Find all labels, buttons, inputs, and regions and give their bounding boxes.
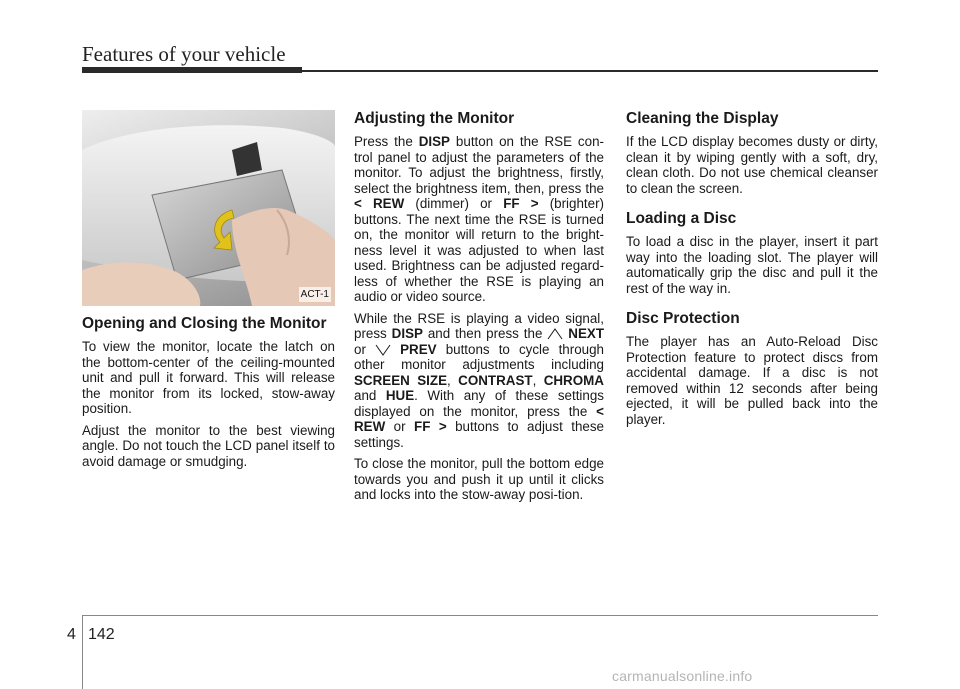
page-header-title: Features of your vehicle bbox=[82, 42, 286, 66]
loading-paragraph: To load a disc in the player, insert it part way into the loading slot. The player will automatically grip the disc and pull it the rest of the way in. bbox=[626, 234, 878, 296]
column-left bbox=[82, 110, 335, 475]
heading-adjusting-monitor: Adjusting the Monitor bbox=[354, 110, 515, 127]
adjust-paragraph-2: While the RSE is playing a video signal, press DISP and then press the NEXT or PREV buttons to cycle through other monitor adjustments including SCREEN SIZE, CONTRAST, CHROMA and HUE. With any of these settings displayed on the monitor, press the < REW or FF > buttons to adjust these settings. bbox=[354, 310, 604, 450]
watermark-text: carmanualsonline.info bbox=[612, 668, 753, 684]
opening-paragraph-2: Adjust the monitor to the best viewing angle. Do not touch the LCD panel itself to avoid damage or smudging. bbox=[82, 422, 335, 469]
footer-vertical-rule bbox=[82, 616, 83, 689]
chapter-number: 4 bbox=[67, 626, 76, 643]
opening-paragraph-1: To view the monitor, locate the latch on the bottom-center of the ceiling-mounted unit and pull it forward. This will release the monitor from its locked, stow-away position. bbox=[82, 339, 335, 416]
adjust-paragraph-3: To close the monitor, pull the bottom edge towards you and push it up until it clicks and locks into the stow-away posi-tion. bbox=[354, 456, 604, 502]
heading-disc-protection: Disc Protection bbox=[626, 310, 740, 327]
down-triangle-icon bbox=[375, 344, 391, 356]
column-middle bbox=[354, 110, 604, 509]
footer-rule bbox=[82, 615, 878, 616]
monitor-illustration bbox=[82, 110, 335, 306]
header-rule-thick bbox=[82, 67, 302, 73]
adjust-paragraph-1: Press the DISP button on the RSE con-trol panel to adjust the parameters of the monitor. To adjust the brightness, firstly, select the brightness item, then, press the < REW (dimmer) or FF > (brighter) buttons. The next time the RSE is turned on, the monitor will return to the bright-ness level it was adjusted to when last used. Brightness can be adjusted regard-less of whether the RSE is playing an audio or video source. bbox=[354, 134, 605, 304]
up-triangle-icon bbox=[547, 328, 563, 340]
protection-paragraph: The player has an Auto-Reload Disc Protection feature to protect discs from accidental damage. If a disc is not removed within 12 seconds after being ejected, it will be pulled back into the player. bbox=[626, 334, 878, 427]
heading-cleaning-display: Cleaning the Display bbox=[626, 110, 779, 127]
cleaning-paragraph: If the LCD display becomes dusty or dirty, clean it by wiping gently with a soft, dry, clean cloth. Do not use chemical cleanser to clean the screen. bbox=[626, 134, 878, 196]
header-rule-thin bbox=[298, 70, 878, 72]
monitor-photo bbox=[82, 110, 335, 306]
column-right bbox=[626, 110, 878, 433]
heading-loading-disc: Loading a Disc bbox=[626, 210, 737, 227]
page-number: 142 bbox=[88, 626, 115, 643]
heading-opening-closing: Opening and Closing the Monitor bbox=[82, 315, 327, 332]
figure-caption: ACT-1 bbox=[299, 287, 331, 303]
